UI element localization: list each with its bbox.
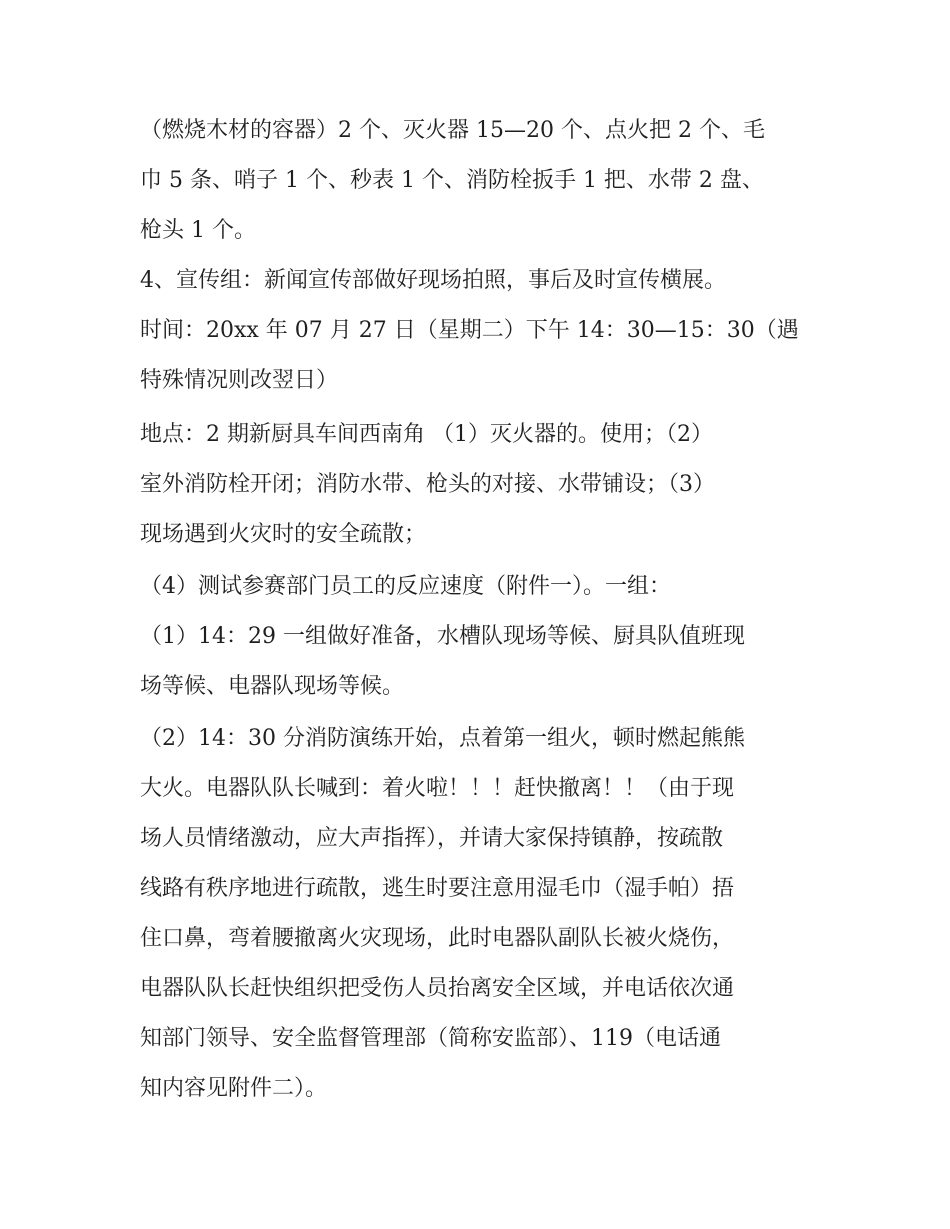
text-line: 场等候、电器队现场等候。 xyxy=(140,674,405,699)
text-line: （燃烧木材的容器）2 个、灭火器 15—20 个、点火把 2 个、毛 xyxy=(140,118,765,143)
text-line: 4、宣传组：新闻宣传部做好现场拍照，事后及时宣传横展。 xyxy=(140,268,726,293)
text-line: 知部门领导、安全监督管理部（简称安监部）、119（电话通 xyxy=(140,1026,721,1051)
text-line: （1）14：29 一组做好准备，水槽队现场等候、厨具队值班现 xyxy=(140,624,745,649)
text-line: 时间：20xx 年 07 月 27 日（星期二）下午 14：30—15：30（遇 xyxy=(140,318,799,343)
text-line: 室外消防栓开闭；消防水带、枪头的对接、水带铺设；（3） xyxy=(140,472,715,497)
text-line: 住口鼻，弯着腰撤离火灾现场，此时电器队副队长被火烧伤， xyxy=(140,926,735,951)
text-line: 特殊情况则改翌日） xyxy=(140,368,339,393)
text-line: 大火。电器队队长喊到：着火啦！！！赶快撤离！！（由于现 xyxy=(140,776,735,801)
text-line: 知内容见附件二）。 xyxy=(140,1076,328,1101)
text-line: 电器队队长赶快组织把受伤人员抬离安全区域，并电话依次通 xyxy=(140,976,735,1001)
text-line: 场人员情绪激动，应大声指挥），并请大家保持镇静，按疏散 xyxy=(140,826,724,851)
text-line: 地点：2 期新厨具车间西南角 （1）灭火器的。使用；（2） xyxy=(140,422,713,447)
text-line: 线路有秩序地进行疏散，逃生时要注意用湿毛巾（湿手帕）捂 xyxy=(140,876,735,901)
text-line: （2）14：30 分消防演练开始，点着第一组火，顿时燃起熊熊 xyxy=(140,726,745,751)
text-line: 巾 5 条、哨子 1 个、秒表 1 个、消防栓扳手 1 把、水带 2 盘、 xyxy=(140,168,764,193)
text-line: 现场遇到火灾时的安全疏散； xyxy=(140,522,427,547)
text-line: （4）测试参赛部门员工的反应速度（附件一）。一组： xyxy=(140,574,671,599)
text-line: 枪头 1 个。 xyxy=(140,218,256,243)
